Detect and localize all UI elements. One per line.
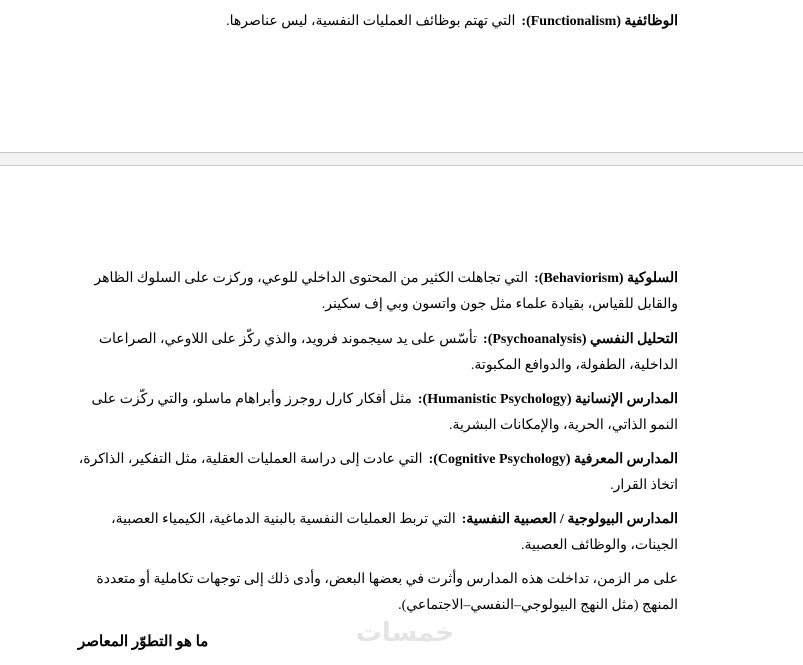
paragraph-closing: على مر الزمن، تداخلت هذه المدارس وأثرت في بعضها البعض، وأدى ذلك إلى توجهات تكاملية أو متعددة المنهج (مثل النهج البيولوجي–النفسي–الاجتماعي). xyxy=(96,572,678,613)
page-break xyxy=(0,152,803,166)
term-cognitive: المدارس المعرفية (Cognitive Psychology): xyxy=(428,452,678,467)
paragraph-cognitive xyxy=(78,447,678,499)
desc-functionalism: التي تهتم بوظائف العمليات النفسية، ليس عناصرها. xyxy=(226,14,516,29)
term-humanistic: المدارس الإنسانية (Humanistic Psychology): xyxy=(417,392,678,407)
paragraph-humanistic xyxy=(78,387,678,439)
section-heading-contemporary: ما هو التطوّر المعاصر xyxy=(78,634,209,650)
term-behaviorism: السلوكية (Behaviorism): xyxy=(534,271,678,286)
paragraph-psychoanalysis xyxy=(78,327,678,379)
term-biological: المدارس البيولوجية / العصبية النفسية: xyxy=(461,512,678,527)
term-psychoanalysis: التحليل النفسي (Psychoanalysis): xyxy=(483,332,678,347)
desc-humanistic: مثل أفكار كارل روجرز وأبراهام ماسلو، والتي ركّزت على النمو الذاتي، الحرية، والإمكانات البشرية. xyxy=(91,392,678,433)
watermark-logo: خمسات xyxy=(355,618,455,648)
paragraph-behaviorism xyxy=(78,266,678,318)
desc-cognitive: التي عادت إلى دراسة العمليات العقلية، مثل التفكير، الذاكرة، اتخاذ القرار. xyxy=(78,452,678,493)
desc-biological: التي تربط العمليات النفسية بالبنية الدماغية، الكيمياء العصبية، الجينات، والوظائف العصبية. xyxy=(111,512,678,553)
term-functionalism: الوظائفية (Functionalism): xyxy=(521,14,678,29)
desc-behaviorism: التي تجاهلت الكثير من المحتوى الداخلي للوعي، وركزت على السلوك الظاهر والقابل للقياس، بقيادة علماء مثل جون واتسون وبي إف سكينر. xyxy=(94,271,678,312)
desc-psychoanalysis: تأسّس على يد سيجموند فرويد، والذي ركّز على اللاوعي، الصراعات الداخلية، الطفولة، والدوافع المكبوتة. xyxy=(98,332,678,373)
paragraph-functionalism xyxy=(78,9,678,35)
paragraph-biological xyxy=(78,507,678,559)
